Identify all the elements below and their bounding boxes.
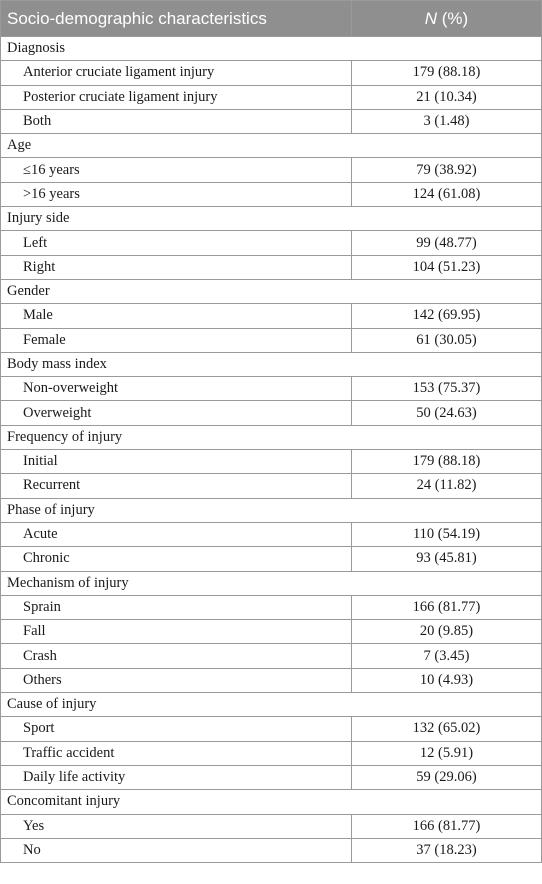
table-row [1, 255, 542, 279]
group-title: Phase of injury [1, 498, 542, 522]
table-body [1, 37, 542, 863]
table-row [1, 158, 542, 182]
table-row [1, 838, 542, 862]
row-label: Anterior cruciate ligament injury [1, 61, 352, 85]
group-title: Mechanism of injury [1, 571, 542, 595]
group-row [1, 207, 542, 231]
group-row [1, 693, 542, 717]
group-row [1, 425, 542, 449]
table-row [1, 231, 542, 255]
row-value: 10 (4.93) [352, 668, 542, 692]
table-header-row [1, 1, 542, 37]
row-label: Recurrent [1, 474, 352, 498]
row-value: 104 (51.23) [352, 255, 542, 279]
group-row [1, 498, 542, 522]
row-label: Left [1, 231, 352, 255]
row-value: 12 (5.91) [352, 741, 542, 765]
row-value: 99 (48.77) [352, 231, 542, 255]
table-row [1, 741, 542, 765]
row-label: Posterior cruciate ligament injury [1, 85, 352, 109]
row-label: Crash [1, 644, 352, 668]
table-row [1, 377, 542, 401]
row-value: 3 (1.48) [352, 109, 542, 133]
group-title: Cause of injury [1, 693, 542, 717]
table-row [1, 644, 542, 668]
group-title: Body mass index [1, 352, 542, 376]
group-row [1, 279, 542, 303]
row-value: 24 (11.82) [352, 474, 542, 498]
group-title: Gender [1, 279, 542, 303]
table-row [1, 450, 542, 474]
table-row [1, 522, 542, 546]
row-label: Right [1, 255, 352, 279]
group-row [1, 352, 542, 376]
row-value: 166 (81.77) [352, 595, 542, 619]
group-title: Frequency of injury [1, 425, 542, 449]
row-value: 124 (61.08) [352, 182, 542, 206]
row-value: 166 (81.77) [352, 814, 542, 838]
header-n-percent [352, 1, 542, 37]
table-row [1, 61, 542, 85]
table-row [1, 109, 542, 133]
row-value: 50 (24.63) [352, 401, 542, 425]
row-value: 7 (3.45) [352, 644, 542, 668]
row-value: 179 (88.18) [352, 61, 542, 85]
header-n: N [424, 8, 438, 28]
table-row [1, 765, 542, 789]
table-row [1, 595, 542, 619]
row-value: 20 (9.85) [352, 620, 542, 644]
row-label: Acute [1, 522, 352, 546]
row-value: 179 (88.18) [352, 450, 542, 474]
table-row [1, 85, 542, 109]
header-characteristics: Socio-demographic characteristics [1, 1, 352, 37]
row-label: Traffic accident [1, 741, 352, 765]
row-value: 132 (65.02) [352, 717, 542, 741]
table-row [1, 814, 542, 838]
table-row [1, 328, 542, 352]
row-label: Overweight [1, 401, 352, 425]
group-title: Age [1, 134, 542, 158]
group-title: Diagnosis [1, 37, 542, 61]
row-label: >16 years [1, 182, 352, 206]
row-value: 142 (69.95) [352, 304, 542, 328]
table-row [1, 304, 542, 328]
group-row [1, 37, 542, 61]
row-label: Sprain [1, 595, 352, 619]
table-row [1, 401, 542, 425]
row-label: Daily life activity [1, 765, 352, 789]
table-row [1, 668, 542, 692]
header-percent: (%) [437, 8, 469, 28]
row-label: ≤16 years [1, 158, 352, 182]
row-label: Female [1, 328, 352, 352]
group-row [1, 134, 542, 158]
table-row [1, 182, 542, 206]
row-value: 59 (29.06) [352, 765, 542, 789]
row-value: 153 (75.37) [352, 377, 542, 401]
group-row [1, 571, 542, 595]
row-label: Yes [1, 814, 352, 838]
row-value: 110 (54.19) [352, 522, 542, 546]
row-value: 61 (30.05) [352, 328, 542, 352]
table-row [1, 620, 542, 644]
row-label: Non-overweight [1, 377, 352, 401]
row-label: Others [1, 668, 352, 692]
table-row [1, 717, 542, 741]
row-label: Sport [1, 717, 352, 741]
row-label: No [1, 838, 352, 862]
table-row [1, 547, 542, 571]
group-row [1, 790, 542, 814]
row-label: Chronic [1, 547, 352, 571]
group-title: Injury side [1, 207, 542, 231]
row-value: 37 (18.23) [352, 838, 542, 862]
row-label: Both [1, 109, 352, 133]
table-row [1, 474, 542, 498]
row-value: 21 (10.34) [352, 85, 542, 109]
row-value: 93 (45.81) [352, 547, 542, 571]
group-title: Concomitant injury [1, 790, 542, 814]
row-label: Male [1, 304, 352, 328]
row-label: Fall [1, 620, 352, 644]
row-label: Initial [1, 450, 352, 474]
row-value: 79 (38.92) [352, 158, 542, 182]
